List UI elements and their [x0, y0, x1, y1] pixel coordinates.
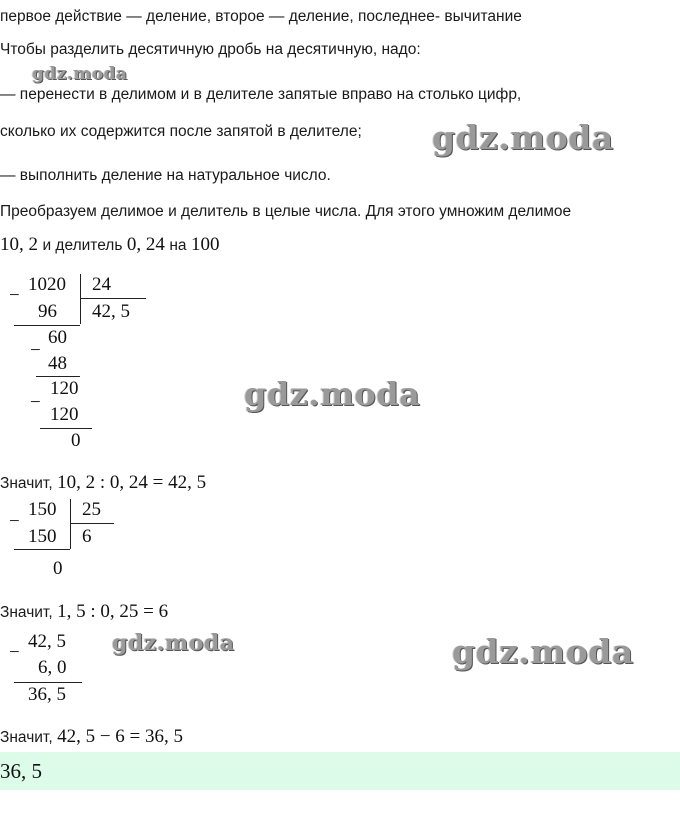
- watermark: gdz.moda: [112, 630, 235, 656]
- result-line-2: [0, 601, 168, 623]
- text-line-4: сколько их содержится после запятой в делителе;: [0, 123, 362, 140]
- divisor-underline: [80, 298, 146, 299]
- division2-rest: 0: [53, 558, 63, 579]
- result-line-3: [0, 726, 183, 748]
- watermark: gdz.moda: [432, 118, 614, 157]
- result-line-1: [0, 472, 206, 494]
- minus-sign: −: [9, 511, 20, 532]
- minus-sign: −: [9, 642, 20, 663]
- text-by: на: [169, 237, 187, 254]
- division2-divisor: 25: [82, 499, 101, 520]
- division1-sub1: 96: [38, 301, 57, 322]
- text-line-3: — перенести в делимом и в делителе запятые вправо на столько цифр,: [0, 86, 522, 103]
- text-line-2: Чтобы разделить десятичную дробь на десятичную, надо:: [0, 41, 421, 58]
- sub-line-2: [36, 376, 80, 377]
- division1-sub3: 120: [50, 404, 79, 425]
- result-expression: 10, 2 : 0, 24 = 42, 5: [57, 472, 207, 493]
- division1-sub2: 48: [48, 353, 67, 374]
- minus-sign: −: [9, 285, 20, 306]
- text-line-5: — выполнить деление на натуральное число.: [0, 167, 331, 184]
- text-and-divisor: и делитель: [42, 237, 123, 254]
- result-label: Значит,: [0, 604, 53, 621]
- text-line-7: [0, 234, 219, 256]
- minus-sign: −: [30, 340, 41, 361]
- sub-line-3: [40, 428, 92, 429]
- watermark: gdz.moda: [452, 632, 634, 671]
- difference: 36, 5: [28, 684, 66, 705]
- watermark: gdz.moda: [244, 375, 421, 413]
- answer-value: 36, 5: [0, 759, 42, 783]
- division2-dividend: 150: [28, 499, 57, 520]
- watermark: gdz.moda: [32, 64, 128, 84]
- result-expression: 1, 5 : 0, 25 = 6: [57, 601, 169, 622]
- subtrahend: 6, 0: [38, 657, 67, 678]
- division1-remainder1: 60: [48, 327, 67, 348]
- division1-remainder2: 120: [50, 378, 79, 399]
- division1-divisor: 24: [92, 274, 111, 295]
- result-expression: 42, 5 − 6 = 36, 5: [57, 726, 184, 747]
- division2-quotient: 6: [82, 526, 92, 547]
- sub-line: [14, 682, 82, 683]
- division2-sub1: 150: [28, 526, 57, 547]
- text-line-6: Преобразуем делимое и делитель в целые числа. Для этого умножим делимое: [0, 203, 572, 220]
- result-label: Значит,: [0, 475, 53, 492]
- minus-sign: −: [30, 392, 41, 413]
- division1-dividend: 1020: [28, 274, 66, 295]
- sub-line-1: [14, 325, 80, 326]
- answer-panel: [0, 752, 680, 790]
- division-bar: [80, 274, 81, 324]
- division1-rest: 0: [71, 430, 81, 451]
- divisor-underline: [70, 523, 114, 524]
- math-dividend-decimal: 10, 2: [0, 234, 38, 255]
- sub-line-1: [14, 549, 70, 550]
- text-line-1: первое действие — деление, второе — деление, последнее- вычитание: [0, 8, 522, 25]
- result-label: Значит,: [0, 729, 53, 746]
- division-bar: [70, 499, 71, 549]
- math-divisor-decimal: 0, 24: [126, 234, 165, 255]
- minuend: 42, 5: [28, 631, 66, 652]
- division1-quotient: 42, 5: [92, 301, 130, 322]
- math-multiplier: 100: [190, 234, 220, 255]
